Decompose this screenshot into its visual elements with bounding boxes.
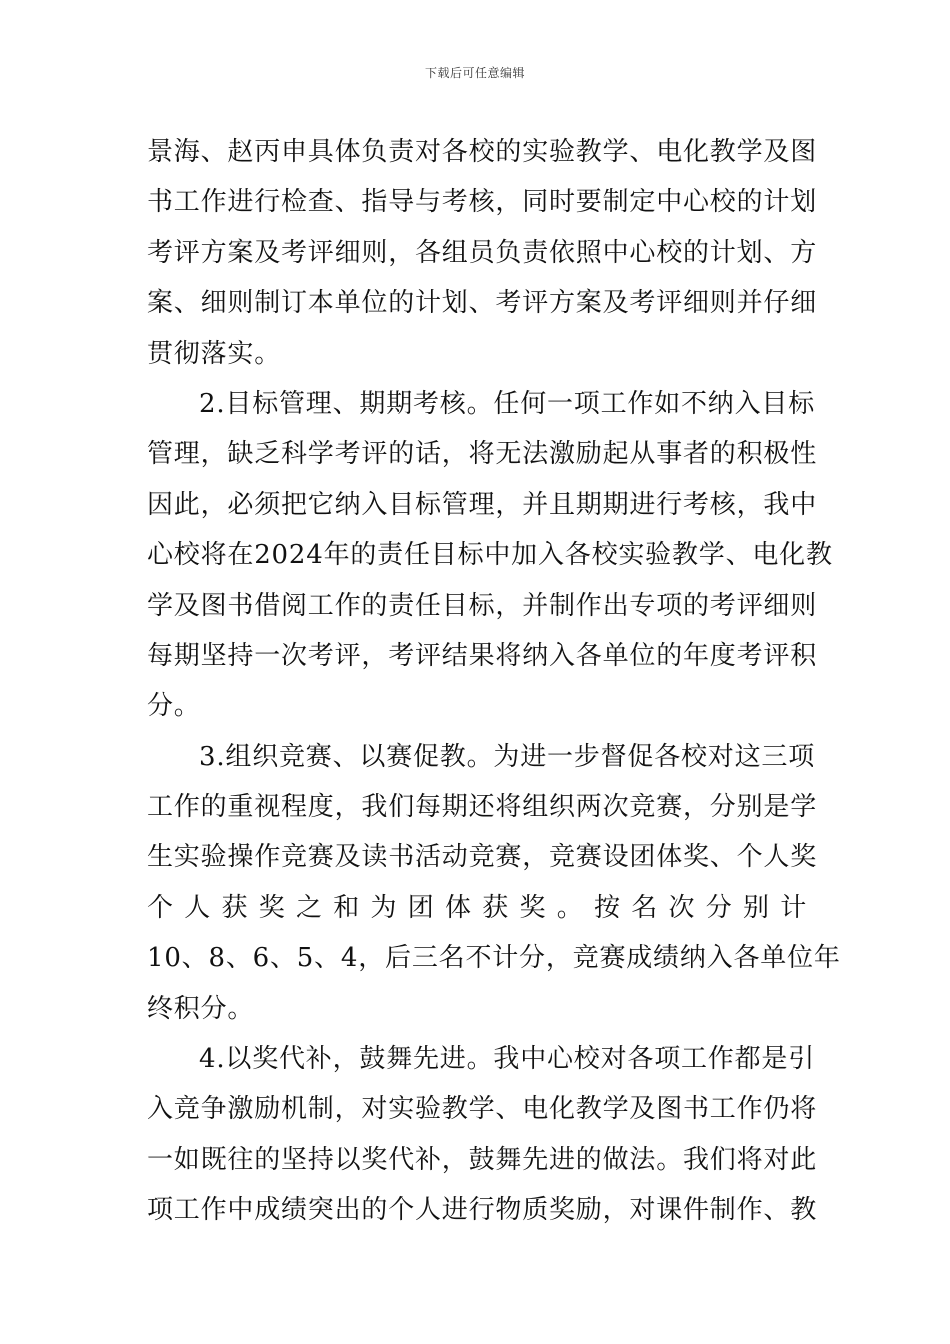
text-line: 终积分。 [147,993,255,1024]
text-line: 2.目标管理、期期考核。任何一项工作如不纳入目标 [199,388,816,419]
text-line: 书工作进行检查、指导与考核，同时要制定中心校的计划 [147,187,818,218]
text-line: 10、8、6、5、4，后三名不计分，竞赛成绩纳入各单位年 [147,943,841,974]
text-line: 学及图书借阅工作的责任目标，并制作出专项的考评细则 [147,590,818,621]
text-line: 案、细则制订本单位的计划、考评方案及考评细则并仔细 [147,288,818,319]
document-body [147,127,841,1236]
text-line: 4.以奖代补，鼓舞先进。我中心校对各项工作都是引 [199,1044,816,1075]
page-header-note: 下载后可任意编辑 [424,66,525,80]
text-line: 心校将在2024年的责任目标中加入各校实验教学、电化教 [147,540,833,571]
text-line: 景海、赵丙申具体负责对各校的实验教学、电化教学及图 [147,137,818,167]
text-line: 工作的重视程度，我们每期还将组织两次竞赛，分别是学 [147,792,818,823]
text-line: 一如既往的坚持以奖代补，鼓舞先进的做法。我们将对此 [147,1144,818,1175]
text-line: 生实验操作竞赛及读书活动竞赛，竞赛设团体奖、个人奖 [147,842,818,873]
text-line: 管理，缺乏科学考评的话，将无法激励起从事者的积极性 [147,439,818,470]
text-line: 3.组织竞赛、以赛促教。为进一步督促各校对这三项 [199,741,816,772]
text-line: 贯彻落实。 [147,338,282,369]
text-line: 个人获奖之和为团体获奖。按名次分别计 [147,892,807,923]
text-line: 项工作中成绩突出的个人进行物质奖励，对课件制作、教 [147,1195,818,1226]
text-line: 入竞争激励机制，对实验教学、电化教学及图书工作仍将 [147,1094,818,1125]
text-line: 因此，必须把它纳入目标管理，并且期期进行考核，我中 [147,489,818,520]
text-line: 每期坚持一次考评，考评结果将纳入各单位的年度考评积 [147,640,818,671]
text-line: 分。 [147,691,201,722]
text-line: 考评方案及考评细则，各组员负责依照中心校的计划、方 [147,237,818,268]
